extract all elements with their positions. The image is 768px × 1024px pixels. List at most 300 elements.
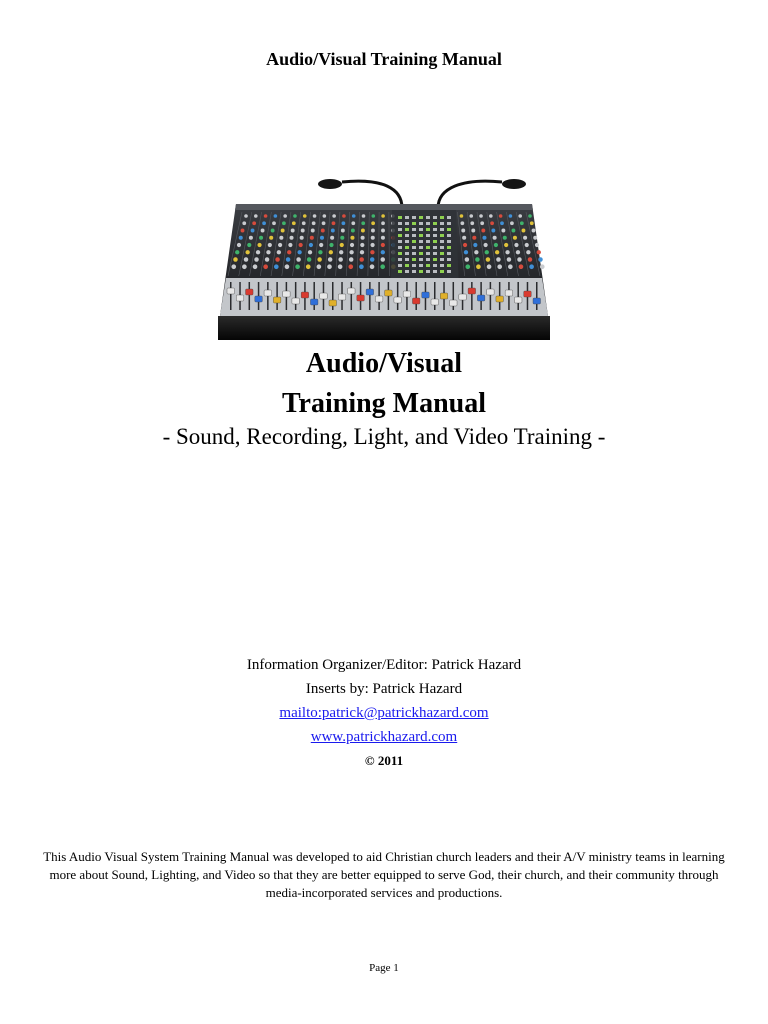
channel-knob xyxy=(308,250,312,254)
channel-knob xyxy=(342,214,346,218)
master-control xyxy=(412,234,416,237)
channel-knob xyxy=(281,229,285,233)
channel-knob xyxy=(464,250,468,254)
channel-knob xyxy=(283,214,287,218)
channel-knob xyxy=(278,243,282,247)
channel-knob xyxy=(306,264,311,269)
channel-knob xyxy=(490,221,494,225)
channel-knob xyxy=(460,214,464,218)
master-control xyxy=(426,216,430,219)
fader-cap xyxy=(496,296,504,302)
channel-knob xyxy=(323,214,327,218)
master-control xyxy=(433,228,437,231)
master-control xyxy=(440,240,444,243)
master-control xyxy=(405,246,409,249)
channel-knob xyxy=(361,221,365,225)
channel-knob xyxy=(504,243,508,247)
channel-knob xyxy=(235,250,239,254)
channel-knob xyxy=(538,257,543,262)
fader-cap xyxy=(366,289,374,295)
channel-knob xyxy=(242,264,247,269)
master-control xyxy=(419,246,423,249)
master-control xyxy=(426,252,430,255)
channel-knob xyxy=(275,257,280,262)
channel-knob xyxy=(329,243,333,247)
master-control xyxy=(447,270,451,273)
channel-knob xyxy=(331,229,335,233)
channel-knob xyxy=(279,236,283,240)
master-control xyxy=(426,228,430,231)
channel-knob xyxy=(261,229,265,233)
channel-knob xyxy=(274,264,279,269)
channel-knob xyxy=(288,243,292,247)
manual-description: This Audio Visual System Training Manual was developed to aid Christian church leaders and their A/V ministry teams in learning more about Sound, Lighting, and Video so that they are better equipped to serve God, their church, and their community through media-incorporated services and productions. xyxy=(43,849,725,900)
channel-knob xyxy=(317,264,322,269)
channel-knob xyxy=(359,257,364,262)
channel-knob xyxy=(290,236,294,240)
channel-knob xyxy=(233,257,238,262)
master-control xyxy=(419,228,423,231)
master-control xyxy=(433,264,437,267)
master-control xyxy=(412,270,416,273)
channel-knob xyxy=(380,264,385,269)
channel-knob xyxy=(339,250,343,254)
channel-knob xyxy=(381,250,385,254)
master-control xyxy=(433,246,437,249)
channel-knob xyxy=(503,236,507,240)
channel-knob xyxy=(473,243,477,247)
master-control xyxy=(398,258,402,261)
channel-knob xyxy=(359,264,364,269)
fader-cap xyxy=(301,292,309,298)
channel-knob xyxy=(257,243,261,247)
channel-knob xyxy=(264,214,268,218)
master-control xyxy=(405,234,409,237)
channel-knob xyxy=(493,236,497,240)
channel-knob xyxy=(340,236,344,240)
master-control xyxy=(426,264,430,267)
channel-knob xyxy=(340,243,344,247)
fader-cap xyxy=(431,299,439,305)
master-control xyxy=(440,234,444,237)
channel-knob xyxy=(299,243,303,247)
fader-slot xyxy=(415,282,417,310)
master-control xyxy=(405,222,409,225)
master-control xyxy=(412,228,416,231)
master-control xyxy=(433,270,437,273)
master-control xyxy=(447,222,451,225)
channel-knob xyxy=(307,257,312,262)
channel-knob xyxy=(295,264,300,269)
fader-cap xyxy=(246,289,254,295)
fader-slot xyxy=(295,282,297,310)
fader-cap xyxy=(524,291,532,297)
master-control xyxy=(405,264,409,267)
fader-slot xyxy=(490,282,492,310)
channel-knob xyxy=(370,264,375,269)
mixing-console-image xyxy=(212,170,558,342)
master-control xyxy=(398,228,402,231)
channel-knob xyxy=(381,229,385,233)
channel-knob xyxy=(341,229,345,233)
channel-knob xyxy=(463,243,467,247)
fader-cap xyxy=(348,288,356,294)
channel-knob xyxy=(292,221,296,225)
master-control xyxy=(405,228,409,231)
channel-knob xyxy=(254,257,259,262)
channel-knob xyxy=(370,250,374,254)
channel-knob xyxy=(351,229,355,233)
channel-knob xyxy=(319,243,323,247)
master-control xyxy=(447,252,451,255)
channel-knob xyxy=(529,264,534,269)
fader-slot xyxy=(230,282,232,310)
fader-cap xyxy=(505,290,513,296)
channel-knob xyxy=(244,257,249,262)
channel-knob xyxy=(472,236,476,240)
master-control xyxy=(419,234,423,237)
website-link[interactable]: www.patrickhazard.com xyxy=(310,729,458,745)
channel-knob xyxy=(494,243,498,247)
channel-knob xyxy=(500,221,504,225)
master-control xyxy=(412,258,416,261)
fader-slot xyxy=(249,282,251,310)
channel-knob xyxy=(486,257,491,262)
fader-cap xyxy=(255,296,263,302)
fader-cap xyxy=(468,288,476,294)
fader-slot xyxy=(313,282,315,310)
channel-knob xyxy=(475,257,480,262)
channel-knob xyxy=(372,214,376,218)
master-control xyxy=(405,270,409,273)
channel-knob xyxy=(262,221,266,225)
channel-knob xyxy=(349,250,353,254)
inserts-credit: Inserts by: Patrick Hazard xyxy=(305,681,463,697)
master-control xyxy=(426,222,430,225)
fader-cap xyxy=(310,299,318,305)
channel-knob xyxy=(349,257,354,262)
fader-cap xyxy=(450,300,458,306)
channel-knob xyxy=(371,229,375,233)
channel-knob xyxy=(526,250,530,254)
master-control xyxy=(447,258,451,261)
channel-knob xyxy=(351,221,355,225)
master-control xyxy=(398,270,402,273)
fader-cap xyxy=(273,297,281,303)
channel-knob xyxy=(469,214,473,218)
channel-knob xyxy=(491,229,495,233)
master-control xyxy=(447,240,451,243)
channel-knob xyxy=(520,221,524,225)
lamp-left-neck xyxy=(342,181,402,208)
channel-knob xyxy=(277,250,281,254)
master-control xyxy=(419,264,423,267)
mixing-console-illustration xyxy=(212,170,558,342)
channel-knob xyxy=(237,243,241,247)
channel-knob xyxy=(348,264,353,269)
website-row xyxy=(0,727,768,747)
channel-knob xyxy=(312,221,316,225)
channel-knob xyxy=(522,229,526,233)
channel-knob xyxy=(460,221,464,225)
channel-knob xyxy=(249,236,253,240)
channel-knob xyxy=(474,250,478,254)
channel-knob xyxy=(317,257,322,262)
channel-knob xyxy=(253,264,258,269)
channel-knob xyxy=(462,236,466,240)
channel-knob xyxy=(247,243,251,247)
master-control xyxy=(440,264,444,267)
channel-knob xyxy=(514,243,518,247)
master-control xyxy=(440,252,444,255)
channel-knob xyxy=(471,229,475,233)
channel-knob xyxy=(370,257,375,262)
channel-knob xyxy=(321,229,325,233)
channel-knob xyxy=(528,257,533,262)
channel-knob xyxy=(362,214,366,218)
master-control xyxy=(447,246,451,249)
channel-knob xyxy=(287,250,291,254)
fader-cap xyxy=(283,291,291,297)
channel-knob xyxy=(381,243,385,247)
channel-knob xyxy=(507,257,512,262)
channel-knob xyxy=(518,214,522,218)
master-control xyxy=(398,234,402,237)
channel-knob xyxy=(245,250,249,254)
channel-knob xyxy=(470,221,474,225)
master-control xyxy=(405,258,409,261)
fader-cap xyxy=(514,297,522,303)
channel-knob xyxy=(513,236,517,240)
fader-cap xyxy=(375,296,383,302)
channel-knob xyxy=(465,264,470,269)
master-control xyxy=(426,240,430,243)
master-control xyxy=(440,258,444,261)
channel-knob xyxy=(540,264,545,269)
master-control xyxy=(398,264,402,267)
channel-knob xyxy=(523,236,527,240)
channel-knob xyxy=(505,250,509,254)
channel-knob xyxy=(535,243,539,247)
channel-knob xyxy=(329,250,333,254)
page-number: Page 1 xyxy=(369,962,399,974)
fader-cap xyxy=(236,295,244,301)
master-control xyxy=(412,222,416,225)
master-control xyxy=(398,246,402,249)
fader-slot xyxy=(471,282,473,310)
master-control xyxy=(433,222,437,225)
lamp-left-head xyxy=(318,179,342,189)
channel-knob xyxy=(350,243,354,247)
channel-knob xyxy=(532,229,536,233)
lamp-right-neck xyxy=(438,181,502,208)
channel-knob xyxy=(231,264,236,269)
master-control xyxy=(412,240,416,243)
channel-knob xyxy=(360,243,364,247)
channel-knob xyxy=(311,229,315,233)
fader-cap xyxy=(320,293,328,299)
channel-knob xyxy=(461,229,465,233)
channel-knob xyxy=(530,221,534,225)
subtitle: - Sound, Recording, Light, and Video Training - xyxy=(162,424,606,449)
master-control xyxy=(440,222,444,225)
email-link[interactable]: mailto:patrick@patrickhazard.com xyxy=(279,705,489,721)
master-control xyxy=(440,216,444,219)
master-control xyxy=(419,270,423,273)
fader-cap xyxy=(477,295,485,301)
master-control xyxy=(398,240,402,243)
channel-knob xyxy=(322,221,326,225)
master-control xyxy=(405,252,409,255)
master-control xyxy=(412,246,416,249)
channel-knob xyxy=(282,221,286,225)
channel-knob xyxy=(268,243,272,247)
master-control xyxy=(433,240,437,243)
master-control xyxy=(426,246,430,249)
channel-knob xyxy=(251,229,255,233)
master-control xyxy=(440,246,444,249)
running-header: Audio/Visual Training Manual xyxy=(266,49,502,69)
master-control xyxy=(419,258,423,261)
channel-knob xyxy=(496,257,501,262)
channel-knob xyxy=(254,214,258,218)
channel-knob xyxy=(479,214,483,218)
fader-cap xyxy=(394,297,402,303)
channel-knob xyxy=(244,214,248,218)
channel-knob xyxy=(241,229,245,233)
channel-knob xyxy=(482,236,486,240)
channel-knob xyxy=(300,236,304,240)
master-control xyxy=(447,234,451,237)
fader-cap xyxy=(338,294,346,300)
channel-knob xyxy=(381,236,385,240)
channel-knob xyxy=(380,257,385,262)
master-control xyxy=(405,240,409,243)
channel-knob xyxy=(330,236,334,240)
channel-knob xyxy=(361,236,365,240)
fader-cap xyxy=(459,294,467,300)
master-control xyxy=(447,264,451,267)
channel-knob xyxy=(509,214,513,218)
channel-knob xyxy=(327,264,332,269)
console-base xyxy=(218,316,550,340)
channel-knob xyxy=(303,214,307,218)
master-control xyxy=(419,216,423,219)
channel-knob xyxy=(332,221,336,225)
channel-knob xyxy=(519,264,524,269)
master-control xyxy=(398,222,402,225)
editor-credit: Information Organizer/Editor: Patrick Hazard xyxy=(246,657,522,673)
master-control xyxy=(426,258,430,261)
channel-knob xyxy=(259,236,263,240)
title-line-2: Training Manual xyxy=(281,388,487,419)
channel-knob xyxy=(511,229,515,233)
fader-cap xyxy=(329,300,337,306)
title-line-1: Audio/Visual xyxy=(305,348,463,379)
master-control xyxy=(433,234,437,237)
fader-cap xyxy=(264,290,272,296)
channel-knob xyxy=(239,236,243,240)
master-control xyxy=(419,252,423,255)
copyright: © 2011 xyxy=(364,753,404,768)
channel-knob xyxy=(481,229,485,233)
channel-knob xyxy=(263,264,268,269)
master-control xyxy=(433,252,437,255)
channel-knob xyxy=(350,236,354,240)
channel-knob xyxy=(265,257,270,262)
master-control xyxy=(412,216,416,219)
fader-slot xyxy=(351,282,353,310)
channel-knob xyxy=(501,229,505,233)
channel-knob xyxy=(381,221,385,225)
channel-knob xyxy=(274,214,278,218)
channel-knob xyxy=(256,250,260,254)
master-control xyxy=(419,240,423,243)
master-control xyxy=(426,270,430,273)
fader-cap xyxy=(403,291,411,297)
channel-knob xyxy=(360,250,364,254)
channel-knob xyxy=(272,221,276,225)
channel-knob xyxy=(309,243,313,247)
master-control xyxy=(426,234,430,237)
channel-knob xyxy=(291,229,295,233)
fader-slot xyxy=(434,282,436,310)
channel-knob xyxy=(508,264,513,269)
master-control xyxy=(447,228,451,231)
channel-knob xyxy=(332,214,336,218)
channel-knob xyxy=(516,250,520,254)
channel-knob xyxy=(296,257,301,262)
master-control xyxy=(412,252,416,255)
fader-cap xyxy=(412,298,420,304)
fader-cap xyxy=(292,298,300,304)
channel-knob xyxy=(528,214,532,218)
channel-knob xyxy=(301,229,305,233)
channel-knob xyxy=(252,221,256,225)
master-control xyxy=(433,258,437,261)
channel-knob xyxy=(485,250,489,254)
fader-cap xyxy=(422,292,430,298)
lamp-right-head xyxy=(502,179,526,189)
master-control xyxy=(405,216,409,219)
channel-knob xyxy=(338,264,343,269)
channel-knob xyxy=(342,221,346,225)
fader-cap xyxy=(533,298,541,304)
master-control xyxy=(419,222,423,225)
channel-knob xyxy=(537,250,541,254)
fader-cap xyxy=(440,293,448,299)
channel-knob xyxy=(495,250,499,254)
channel-knob xyxy=(318,250,322,254)
channel-knob xyxy=(525,243,529,247)
channel-knob xyxy=(293,214,297,218)
channel-knob xyxy=(487,264,492,269)
fader-slot xyxy=(517,282,519,310)
fader-cap xyxy=(357,295,365,301)
channel-knob xyxy=(302,221,306,225)
channel-knob xyxy=(480,221,484,225)
fader-slot xyxy=(536,282,538,310)
channel-knob xyxy=(381,214,385,218)
master-control xyxy=(433,216,437,219)
channel-knob xyxy=(269,236,273,240)
channel-knob xyxy=(242,221,246,225)
channel-knob xyxy=(370,243,374,247)
master-control xyxy=(398,216,402,219)
fader-cap xyxy=(385,290,393,296)
channel-knob xyxy=(313,214,317,218)
master-control xyxy=(398,252,402,255)
